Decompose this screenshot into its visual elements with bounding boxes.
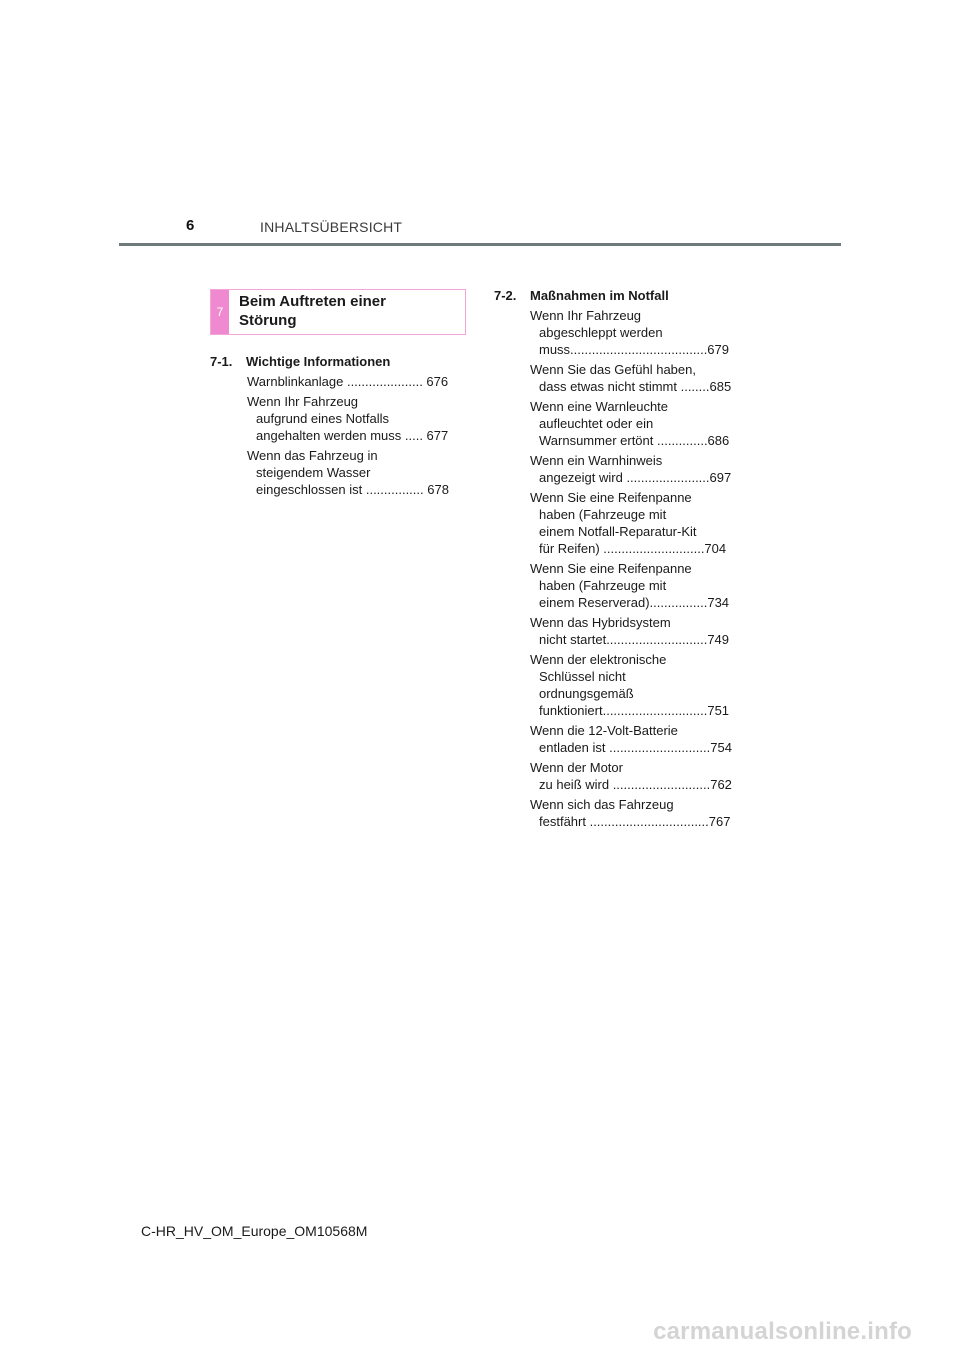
toc-entry-line: Wenn Ihr Fahrzeug xyxy=(247,394,359,409)
section-heading xyxy=(210,353,460,370)
toc-entry-line: nicht startet............................749 xyxy=(539,632,730,647)
toc-entry-line: aufleuchtet oder ein xyxy=(539,416,654,431)
toc-entry[interactable] xyxy=(530,651,740,719)
chapter-title-line: Störung xyxy=(239,312,297,329)
toc-entry-line: aufgrund eines Notfalls xyxy=(256,411,389,426)
toc-entry-line: steigendem Wasser xyxy=(256,465,371,480)
toc-entry-line: Wenn Sie eine Reifenpanne xyxy=(530,490,692,505)
toc-entry-line: zu heiß wird ...........................762 xyxy=(539,777,732,792)
chapter-title xyxy=(229,290,386,334)
toc-entry-line: einem Notfall-Reparatur-Kit xyxy=(539,524,697,539)
toc-entry[interactable] xyxy=(530,452,740,486)
section-title: Wichtige Informationen xyxy=(246,354,391,369)
toc-entry-line: Wenn das Fahrzeug in xyxy=(247,448,378,463)
toc-entry-line: Wenn Sie das Gefühl haben, xyxy=(530,362,696,377)
toc-entry-line: angezeigt wird .......................697 xyxy=(539,470,732,485)
toc-entry-line: angehalten werden muss ..... 677 xyxy=(256,428,449,443)
toc-column-left xyxy=(210,353,460,501)
toc-entry-line: Wenn das Hybridsystem xyxy=(530,615,671,630)
toc-entry-line: für Reifen) ............................704 xyxy=(539,541,727,556)
toc-entry-line: Wenn Sie eine Reifenpanne xyxy=(530,561,692,576)
toc-entry[interactable] xyxy=(247,447,457,498)
toc-entry-line: Wenn der Motor xyxy=(530,760,623,775)
toc-entry[interactable] xyxy=(530,489,740,557)
toc-entry-line: Warnblinkanlage ..................... 676 xyxy=(247,374,449,389)
chapter-title-line: Beim Auftreten einer xyxy=(239,293,386,310)
toc-entry-line: dass etwas nicht stimmt ........685 xyxy=(539,379,732,394)
chapter-heading xyxy=(210,289,466,335)
section-heading xyxy=(494,287,744,304)
toc-entry-line: einem Reserverad)................734 xyxy=(539,595,730,610)
running-head: INHALTSÜBERSICHT xyxy=(260,219,403,235)
toc-entry[interactable] xyxy=(530,722,740,756)
toc-entry-line: Wenn ein Warnhinweis xyxy=(530,453,663,468)
toc-entry-line: haben (Fahrzeuge mit xyxy=(539,507,667,522)
toc-entry-line: abgeschleppt werden xyxy=(539,325,663,340)
section-number: 7-1. xyxy=(210,354,233,369)
header-rule xyxy=(119,243,841,246)
toc-entry[interactable] xyxy=(530,560,740,611)
toc-entry-line: funktioniert.............................751 xyxy=(539,703,730,718)
toc-entry-line: Wenn eine Warnleuchte xyxy=(530,399,669,414)
toc-entry-line: festfährt .................................767 xyxy=(539,814,731,829)
toc-entry[interactable] xyxy=(247,373,457,390)
toc-entry[interactable] xyxy=(530,614,740,648)
toc-entry-line: haben (Fahrzeuge mit xyxy=(539,578,667,593)
toc-entry[interactable] xyxy=(530,307,740,358)
toc-entry[interactable] xyxy=(530,796,740,830)
toc-entry-line: Wenn der elektronische xyxy=(530,652,667,667)
toc-entry-line: muss......................................679 xyxy=(539,342,729,357)
toc-entry[interactable] xyxy=(530,361,740,395)
toc-column-right xyxy=(494,287,744,833)
watermark: carmanualsonline.info xyxy=(653,1318,912,1345)
toc-entry-line: ordnungsgemäß xyxy=(539,686,634,701)
toc-entry-line: Wenn die 12-Volt-Batterie xyxy=(530,723,678,738)
toc-entry-line: Wenn Ihr Fahrzeug xyxy=(530,308,642,323)
toc-entry[interactable] xyxy=(530,398,740,449)
toc-entry[interactable] xyxy=(247,393,457,444)
toc-entry-line: eingeschlossen ist ................ 678 xyxy=(256,482,449,497)
section-title: Maßnahmen im Notfall xyxy=(530,288,669,303)
chapter-number-tab: 7 xyxy=(211,290,229,334)
toc-entry-line: Schlüssel nicht xyxy=(539,669,626,684)
toc-entry-line: entladen ist ............................754 xyxy=(539,740,732,755)
toc-entry-line: Wenn sich das Fahrzeug xyxy=(530,797,674,812)
document-id: C-HR_HV_OM_Europe_OM10568M xyxy=(141,1223,368,1239)
toc-entry[interactable] xyxy=(530,759,740,793)
page-number: 6 xyxy=(186,217,195,234)
section-number: 7-2. xyxy=(494,288,517,303)
toc-entry-line: Warnsummer ertönt ..............686 xyxy=(539,433,730,448)
